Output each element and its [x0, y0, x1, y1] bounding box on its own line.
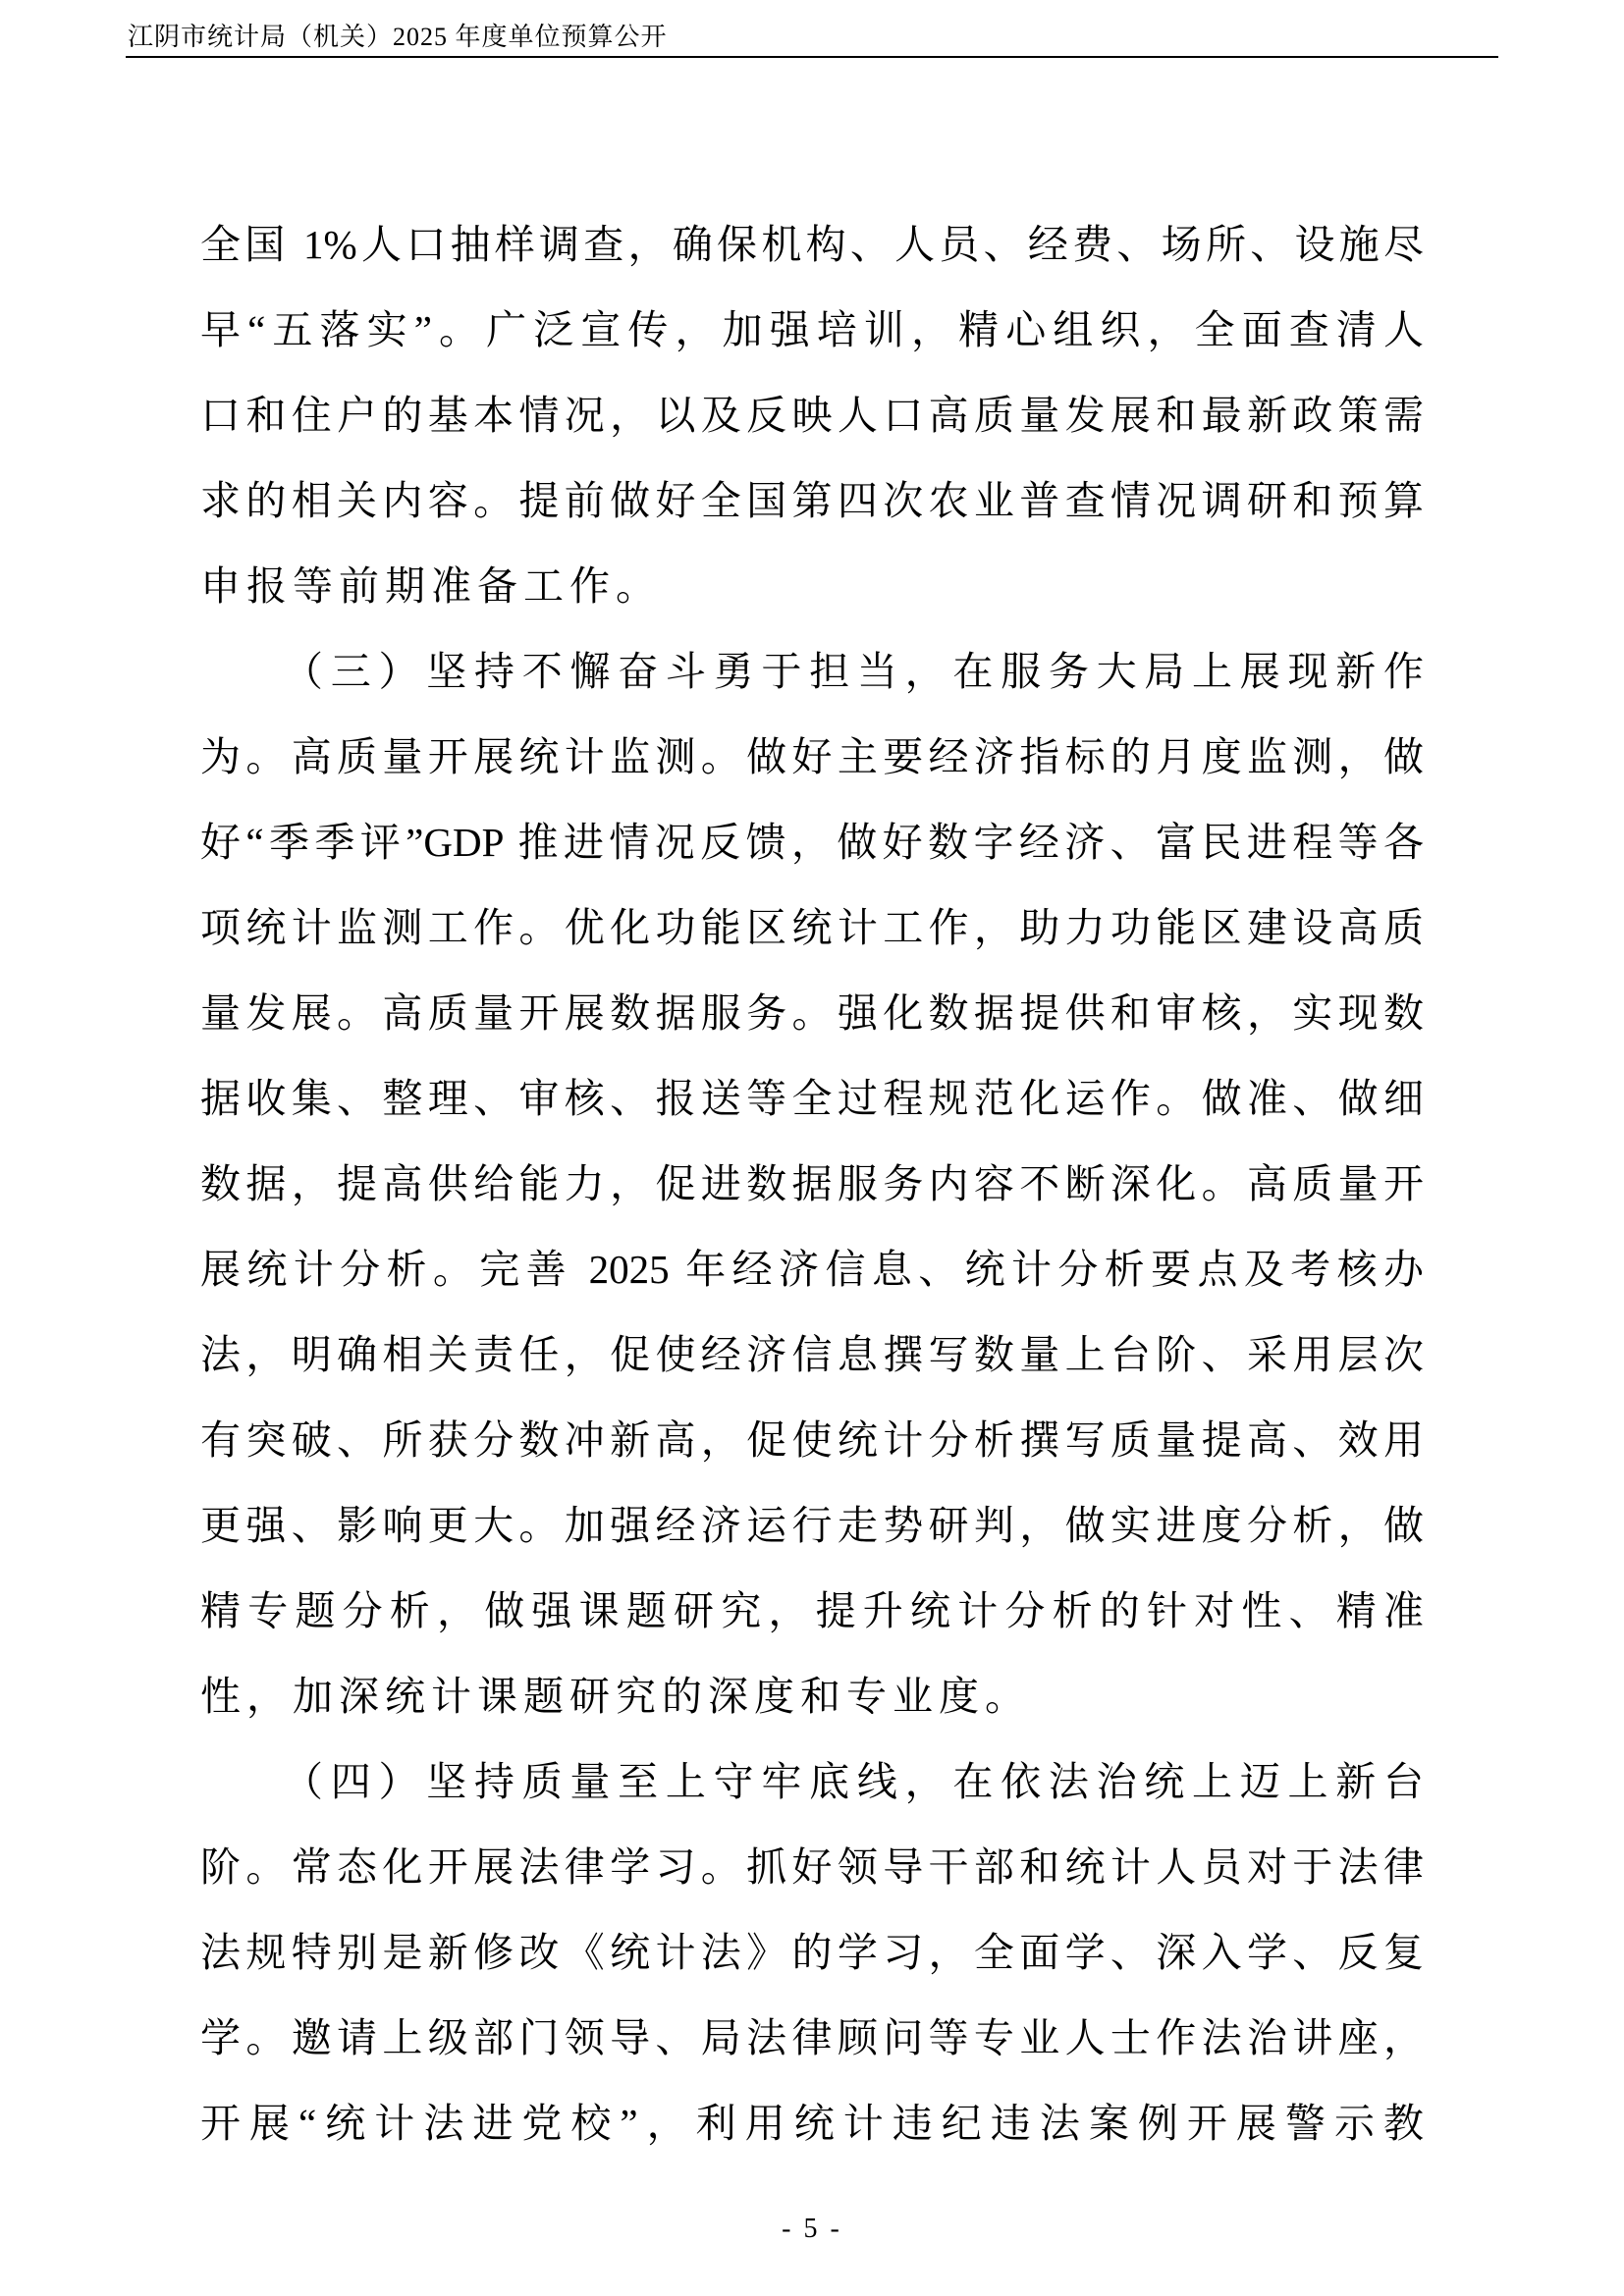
text-line: 申报等前期准备工作。: [200, 563, 662, 609]
text-line: 展统计分析。完善 2025 年经济信息、统计分析要点及考核办: [200, 1247, 1424, 1292]
text-line: 性，加深统计课题研究的深度和专业度。: [200, 1674, 1031, 1719]
text-line: 项统计监测工作。优化功能区统计工作，助力功能区建设高质: [200, 905, 1424, 950]
text-line: 更强、影响更大。加强经济运行走势研判，做实进度分析，做: [200, 1503, 1424, 1548]
text-line: 早“五落实”。广泛宣传，加强培训，精心组织，全面查清人: [200, 307, 1424, 352]
text-line: 求的相关内容。提前做好全国第四次农业普查情况调研和预算: [200, 478, 1424, 523]
text-line: 法规特别是新修改《统计法》的学习，全面学、深入学、反复: [200, 1930, 1424, 1975]
page-number: - 5 -: [782, 2214, 842, 2244]
text-line: 口和住户的基本情况，以及反映人口高质量发展和最新政策需: [200, 393, 1424, 438]
text-line: 阶。常态化开展法律学习。抓好领导干部和统计人员对于法律: [200, 1844, 1424, 1890]
text-line: 量发展。高质量开展数据服务。强化数据提供和审核，实现数: [200, 990, 1424, 1036]
header-rule: [126, 56, 1498, 58]
text-line: 全国 1%人口抽样调查，确保机构、人员、经费、场所、设施尽: [200, 222, 1424, 267]
text-line: 精专题分析，做强课题研究，提升统计分析的针对性、精准: [200, 1588, 1424, 1633]
text-line: 据收集、整理、审核、报送等全过程规范化运作。做准、做细: [200, 1076, 1424, 1121]
text-line: 数据，提高供给能力，促进数据服务内容不断深化。高质量开: [200, 1161, 1424, 1206]
text-line: 有突破、所获分数冲新高，促使统计分析撰写质量提高、效用: [200, 1417, 1424, 1463]
text-line: 好“季季评”GDP 推进情况反馈，做好数字经济、富民进程等各: [200, 820, 1424, 865]
text-line: 开展“统计法进党校”，利用统计违纪违法案例开展警示教: [200, 2101, 1424, 2146]
text-line: （三）坚持不懈奋斗勇于担当，在服务大局上展现新作: [283, 649, 1424, 694]
document-body: [200, 202, 1424, 2166]
page-header-title: 江阴市统计局（机关）2025 年度单位预算公开: [128, 23, 668, 51]
text-line: （四）坚持质量至上守牢底线，在依法治统上迈上新台: [283, 1759, 1424, 1804]
text-line: 为。高质量开展统计监测。做好主要经济指标的月度监测，做: [200, 734, 1424, 779]
text-line: 法，明确相关责任，促使经济信息撰写数量上台阶、采用层次: [200, 1332, 1424, 1377]
text-line: 学。邀请上级部门领导、局法律顾问等专业人士作法治讲座，: [200, 2015, 1424, 2060]
